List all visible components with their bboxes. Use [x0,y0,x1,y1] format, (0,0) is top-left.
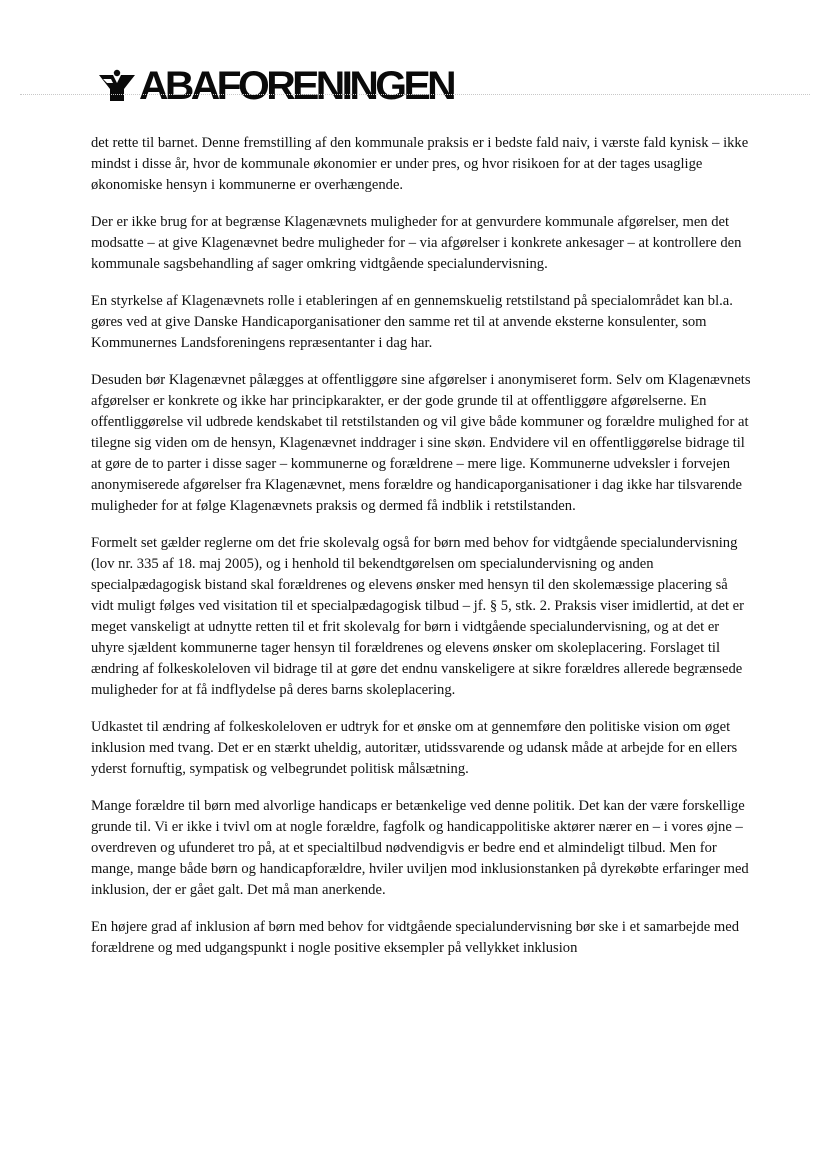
page-header [0,0,826,110]
aba-logo [97,64,454,108]
paragraph-3: En styrkelse af Klagenævnets rolle i etableringen af en gennemskuelig retstilstand på specialområdet kan bl.a. gøres ved at give Danske Handicaporganisationer den samme ret til at anvende eksterne konsulenter, som Kommunernes Landsforeningens repræsentanter i dag har. [91,293,733,351]
document-body [91,133,751,975]
paragraph-2: Der er ikke brug for at begrænse Klagenævnets muligheder for at genvurdere kommunale afgørelser, men det modsatte – at give Klagenævnet bedre muligheder for – via afgørelser i konkrete ankesager – at kontrollere den kommunale sagsbehandling af sager omkring vidtgående specialundervisning. [91,214,742,272]
paragraph-8: En højere grad af inklusion af børn med behov for vidtgående specialundervisning bør ske i et samarbejde med forældrene og med udgangspunkt i nogle positive eksempler på vellykket inklusion [91,919,740,956]
paragraph-1: det rette til barnet. Denne fremstilling af den kommunale praksis er i bedste fald naiv, i værste fald kynisk – ikke mindst i disse år, hvor de kommunale økonomier er under pres, og hvor risikoen for at der tages usaglige økonomiske hensyn i kommunerne er overhængende. [91,135,749,193]
paragraph-6: Udkastet til ændring af folkeskoleloven er udtryk for et ønske om at gennemføre den politiske vision om øget inklusion med tvang. Det er en stærkt uheldig, autoritær, utidssvarende og udansk måde at arbejde for en ellers yderst fornuftig, sympatisk og velbegrundet politisk målsætning. [91,719,738,777]
paragraph-5: Formelt set gælder reglerne om det frie skolevalg også for børn med behov for vidtgående specialundervisning (lov nr. 335 af 18. maj 2005), og i henhold til bekendtgørelsen om specialundervisning og anden specialpædagogisk bistand skal forældrenes og elevens ønsker med hensyn til den skolemæssige placering så vidt muligt følges ved visitation til et specialpædagogisk tilbud – jf. § 5, stk. 2. Praksis viser imidlertid, at det er meget vanskeligt at udnytte retten til et frit skolevalg for børn i vidtgående specialundervisning, og at det er uhyre sjældent kommunerne tager hensyn til forældrenes og elevens ønsker om skoleplacering. Forslaget til ændring af folkeskoleloven vil bidrage til at gøre det endnu vanskeligere at sikre forældres allerede begrænsede muligheder for at få indflydelse på deres barns skoleplacering. [91,535,744,698]
paragraph-4: Desuden bør Klagenævnet pålægges at offentliggøre sine afgørelser i anonymiseret form. Selv om Klagenævnets afgørelser er konkrete og ikke har principkarakter, er der gode grunde til at offentliggøre afgørelserne. En offentliggørelse vil udbrede kendskabet til retstilstanden og vil give både kommuner og forældre mulighed for at tilegne sig viden om de hensyn, Klagenævnet inddrager i sine skøn. Endvidere vil en offentliggørelse bidrage til at gøre de to parter i disse sager – kommunerne og forældrene – mere lige. Kommunerne udveksler i forvejen anonymiserede afgørelser fra Klagenævnet, mens forældre og handicaporganisationer i dag ikke har tilsvarende muligheder for at følge Klagenævnets praksis og dermed få indblik i retstilstanden. [91,372,751,514]
header-divider [20,94,810,95]
paragraph-7: Mange forældre til børn med alvorlige handicaps er betænkelige ved denne politik. Det kan der være forskellige grunde til. Vi er ikke i tvivl om at nogle forældre, fagfolk og handicappolitiske aktører nærer en – i vores øjne – overdreven og ufunderet tro på, at et specialtilbud nødvendigvis er bedre end et almindeligt tilbud. Men for mange, mange både børn og handicapforældre, hviler uviljen mod inklusionstanken på dyrekøbte erfaringer med inklusion, der er gået galt. Det må man anerkende. [91,798,749,898]
logo-wordmark: ABAFORENINGEN [139,64,454,108]
aba-logo-mark-icon [97,69,137,103]
